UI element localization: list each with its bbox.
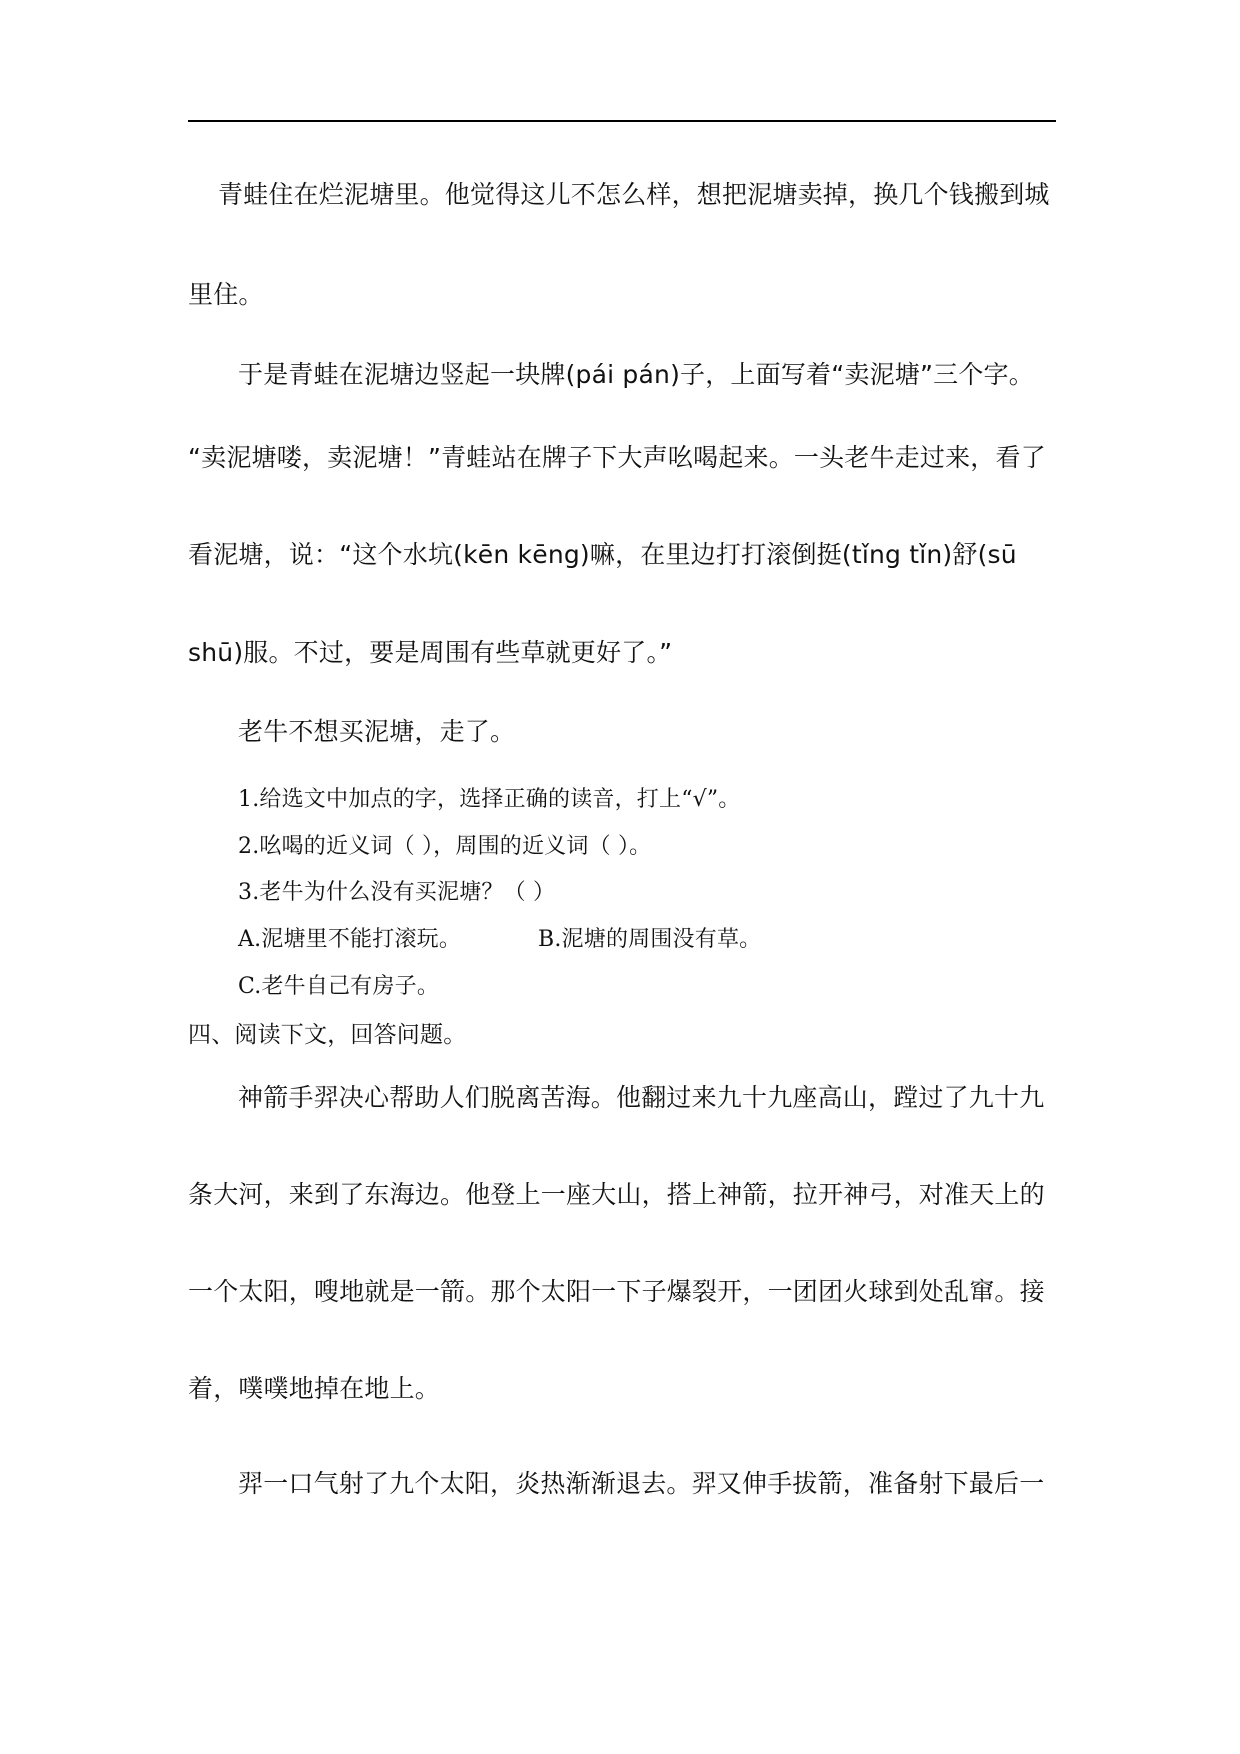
- passage1-line-7: 老牛不想买泥塘，走了。: [238, 717, 516, 746]
- option-a: A.泥塘里不能打滚玩。: [238, 927, 462, 952]
- option-b: B.泥塘的周围没有草。: [538, 927, 762, 952]
- passage2-line-2: 条大河，来到了东海边。他登上一座大山，搭上神箭，拉开神弓，对准天上的: [188, 1180, 1045, 1209]
- question-3: 3.老牛为什么没有买泥塘？（ ）: [238, 880, 556, 905]
- passage1-line-3: 于是青蛙在泥塘边竖起一块牌(pái pán)子，上面写着“卖泥塘”三个字。: [238, 360, 1034, 389]
- question-2: 2.吆喝的近义词（ ），周围的近义词（ ）。: [238, 834, 652, 859]
- header-rule: [188, 120, 1056, 122]
- section-heading: 四、阅读下文，回答问题。: [188, 1022, 467, 1048]
- passage1-line-5: 看泥塘，说：“这个水坑(kēn kēng)嘛，在里边打打滚倒挺(tǐng tǐn)舒(sū: [188, 540, 1017, 569]
- passage1-line-2: 里住。: [188, 280, 264, 309]
- question-1: 1.给选文中加点的字，选择正确的读音，打上“√”。: [238, 787, 741, 812]
- passage1-line-6: shū)服。不过，要是周围有些草就更好了。”: [188, 638, 673, 667]
- passage2-line-1: 神箭手羿决心帮助人们脱离苦海。他翻过来九十九座高山，蹚过了九十九: [238, 1083, 1045, 1112]
- passage1-line-1: 青蛙住在烂泥塘里。他觉得这儿不怎么样，想把泥塘卖掉，换几个钱搬到城: [218, 180, 1050, 209]
- passage2-line-5: 羿一口气射了九个太阳，炎热渐渐退去。羿又伸手拔箭，准备射下最后一: [238, 1469, 1045, 1498]
- option-c: C.老牛自己有房子。: [238, 974, 440, 999]
- passage1-line-4: “卖泥塘喽，卖泥塘！”青蛙站在牌子下大声吆喝起来。一头老牛走过来，看了: [188, 443, 1046, 472]
- passage2-line-4: 着，噗噗地掉在地上。: [188, 1374, 441, 1403]
- passage2-line-3: 一个太阳，嗖地就是一箭。那个太阳一下子爆裂开，一团团火球到处乱窜。接: [188, 1277, 1045, 1306]
